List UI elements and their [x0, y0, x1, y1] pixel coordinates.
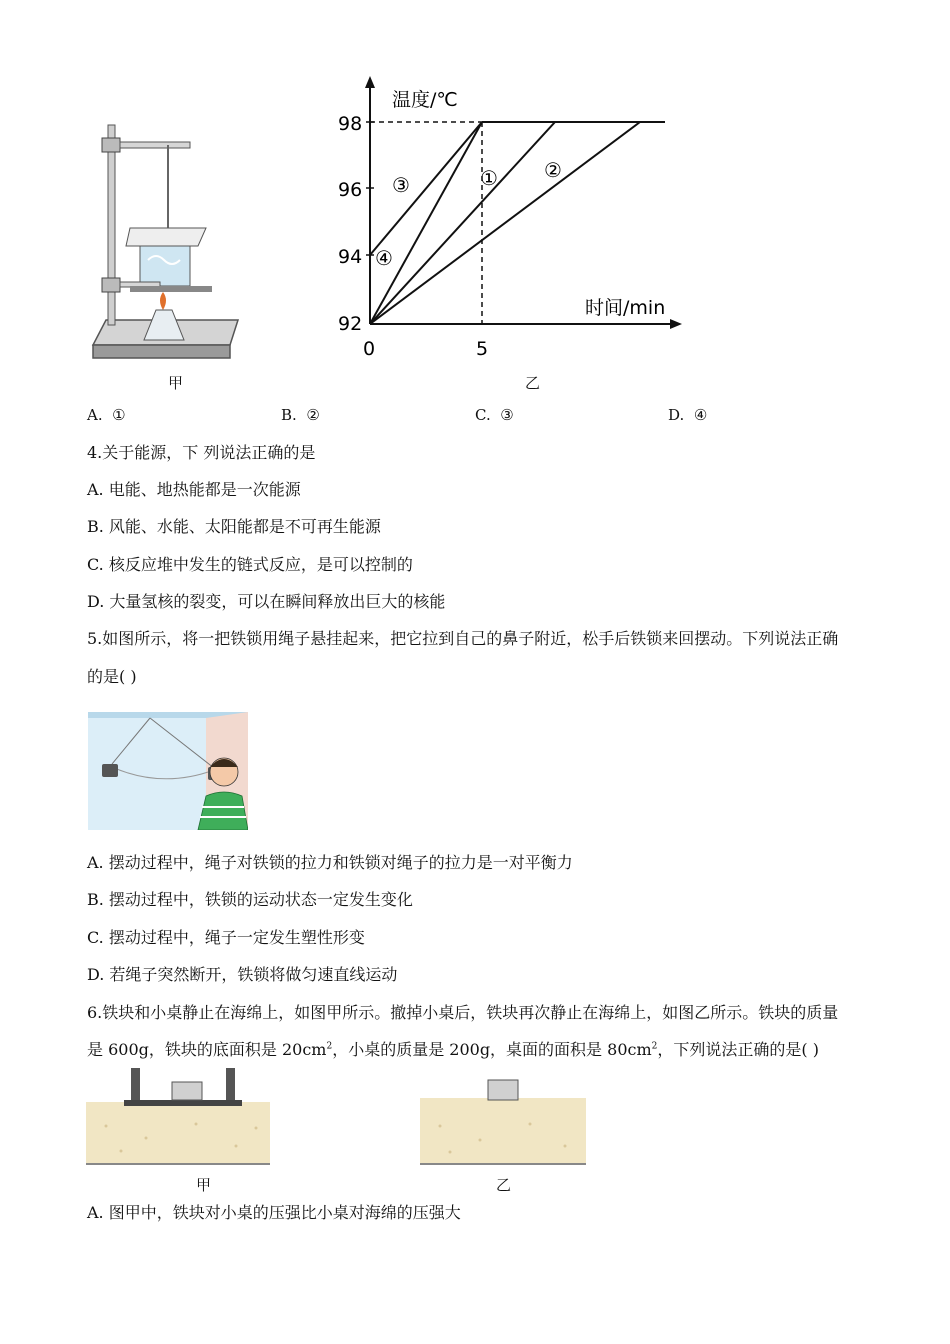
figure-yi-graph — [330, 72, 690, 372]
q6-caption-yi: 乙 — [496, 1176, 512, 1194]
q5-option-b[interactable]: B. 摆动过程中，铁锁的运动状态一定发生变化 — [87, 890, 413, 909]
q4-stem: 4.关于能源，下 列说法正确的是 — [87, 443, 316, 462]
figure-yi-caption: 乙 — [525, 374, 541, 392]
curve-label-2: ② — [544, 158, 562, 182]
q5-pendulum-figure — [88, 712, 248, 830]
q6-figure-yi — [420, 1076, 586, 1170]
q3-option-a[interactable]: A. ① — [87, 406, 126, 424]
y-tick-96: 96 — [338, 179, 363, 201]
figure-jia-apparatus — [88, 100, 248, 370]
q6-caption-jia: 甲 — [196, 1176, 212, 1194]
q5-option-a[interactable]: A. 摆动过程中，绳子对铁锁的拉力和铁锁对绳子的拉力是一对平衡力 — [87, 853, 573, 872]
curve-1 — [370, 122, 482, 324]
figure-jia-caption: 甲 — [168, 374, 184, 392]
y-tick-94: 94 — [338, 246, 363, 268]
curve-2b — [370, 122, 640, 324]
curve-label-3: ③ — [392, 173, 410, 197]
q4-option-c[interactable]: C. 核反应堆中发生的链式反应，是可以控制的 — [87, 555, 413, 574]
x-tick-5: 5 — [476, 338, 489, 360]
q6-figure-jia — [86, 1066, 270, 1170]
x-axis-label: 时间/min — [585, 297, 666, 319]
q5-stem-line2: 的是( ) — [87, 667, 137, 686]
q3-option-b[interactable]: B. ② — [281, 406, 320, 424]
q6-stem-line2: 是 600g，铁块的底面积是 $20cm^2$，小桌的质量是 200g，桌面的面积是 $80cm^2$，下列说法正确的是( ) — [87, 1040, 819, 1059]
q5-stem-line1: 5.如图所示，将一把铁锁用绳子悬挂起来，把它拉到自己的鼻子附近，松手后铁锁来回摆动。下列说法正确 — [87, 629, 839, 648]
q4-option-d[interactable]: D. 大量氢核的裂变，可以在瞬间释放出巨大的核能 — [87, 592, 446, 611]
q4-option-b[interactable]: B. 风能、水能、太阳能都是不可再生能源 — [87, 517, 381, 536]
y-tick-98: 98 — [338, 113, 363, 135]
q5-option-d[interactable]: D. 若绳子突然断开，铁锁将做匀速直线运动 — [87, 965, 398, 984]
y-tick-92: 92 — [338, 313, 363, 335]
q3-option-c[interactable]: C. ③ — [475, 406, 514, 424]
q6-stem-line1: 6.铁块和小桌静止在海绵上，如图甲所示。撤掉小桌后，铁块再次静止在海绵上，如图乙所示。铁块的质量 — [87, 1003, 839, 1022]
curve-label-1: ① — [480, 166, 498, 190]
curve-label-4: ④ — [375, 246, 393, 270]
q3-option-d[interactable]: D. ④ — [668, 406, 708, 424]
y-axis-label: 温度/℃ — [392, 89, 458, 111]
q4-option-a[interactable]: A. 电能、地热能都是一次能源 — [87, 480, 301, 499]
x-tick-0: 0 — [363, 338, 376, 360]
q6-option-a[interactable]: A. 图甲中，铁块对小桌的压强比小桌对海绵的压强大 — [87, 1203, 461, 1222]
q5-option-c[interactable]: C. 摆动过程中，绳子一定发生塑性形变 — [87, 928, 365, 947]
curve-3 — [370, 122, 482, 255]
